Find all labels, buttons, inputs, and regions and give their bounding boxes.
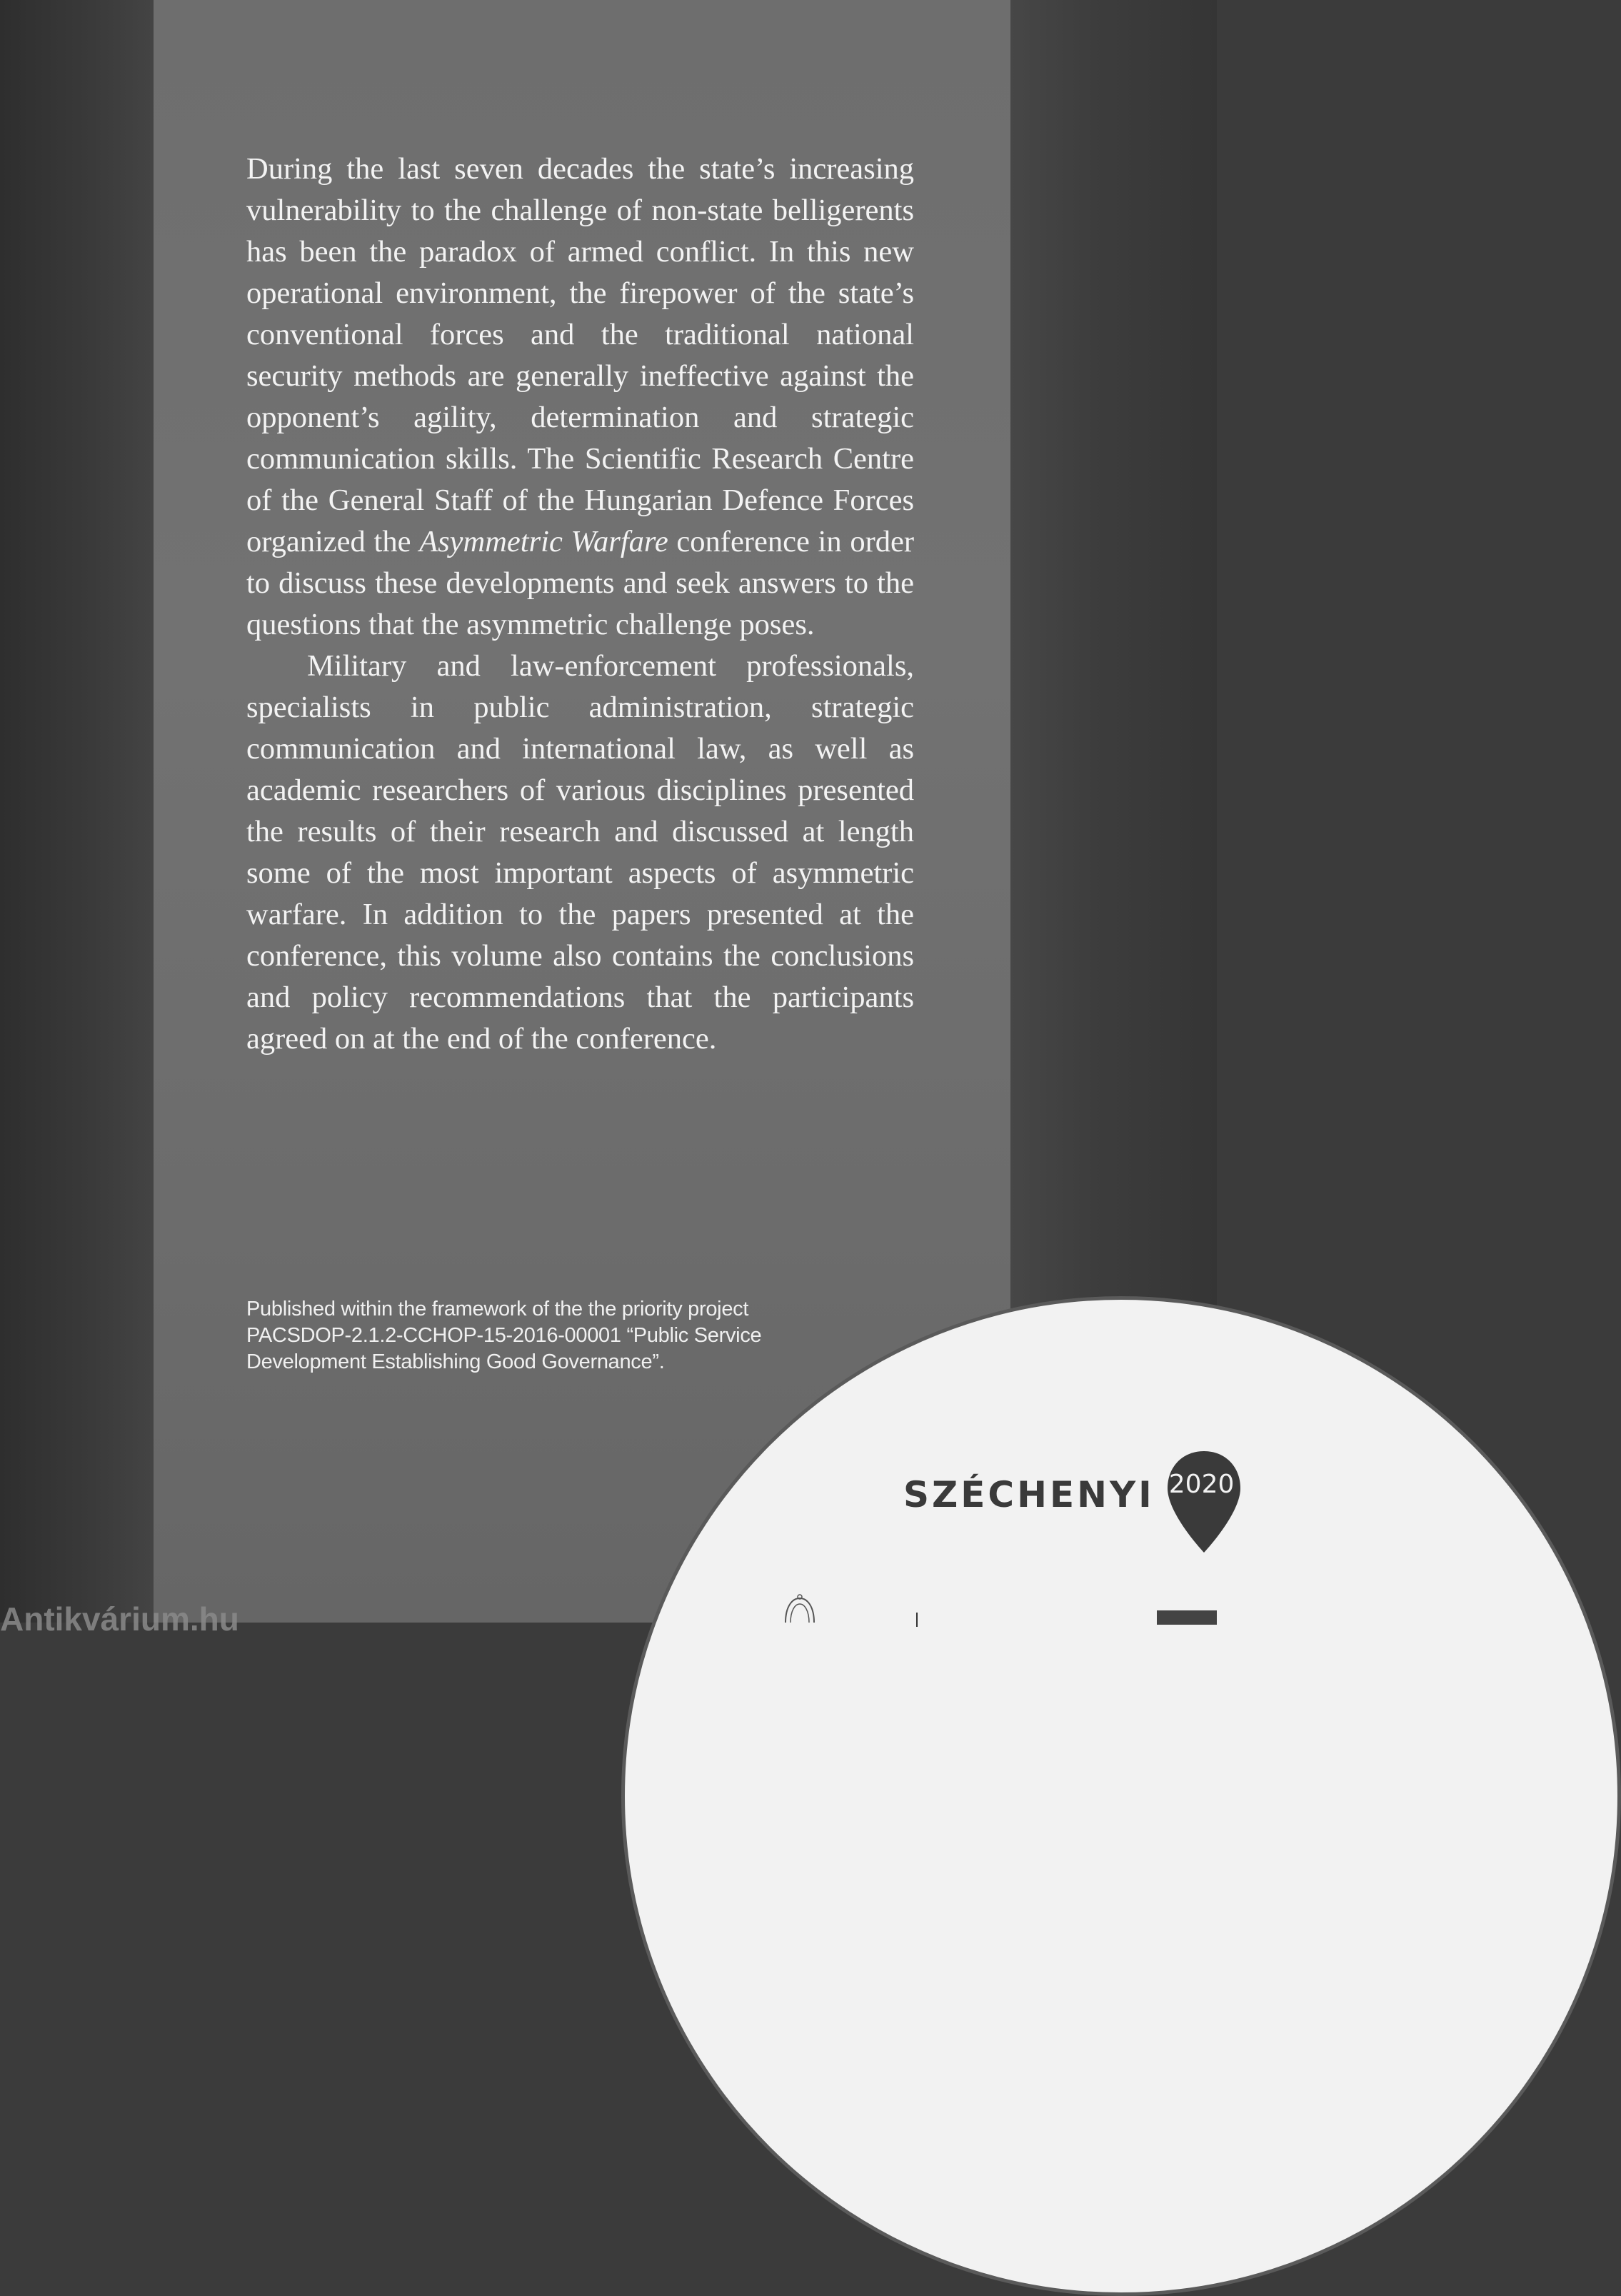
blurb-p1-text-before: During the last seven decades the state’s increasing vulnerability to the challenge of non-state belligerents has been the paradox of armed conflict. In this new operational environment, the firepower of the state’s conventional forces and the traditional national security methods are generally ineffective against the opponent’s agility, determination and strategic communication skills. The Scientific Research Centre of the General Staff of the Hungarian Defence Forces organized the [246,152,914,558]
szechenyi-2020-logo [903,1455,1243,1534]
hungarian-crest-icon [782,1594,818,1623]
blurb-p1-text-after: conference in order to discuss these developments and seek answers to the questions that the asymmetric challenge poses. [246,525,914,641]
eu-flag-icon [1157,1610,1217,1625]
blurb-paragraph-1 [246,149,914,646]
left-background-band [0,0,154,1623]
location-pin-icon [1165,1455,1243,1534]
antikvarium-watermark: Antikvárium.hu [0,1600,239,1638]
blurb-paragraph-2: Military and law-enforcement professionals, specialists in public administration, strategic communication and international law, as well as academic researchers of various disciplines presented the results of their research and discussed at length some of the most important aspects of asymmetric warfare. In addition to the papers presented at the conference, this volume also contains the conclusions and policy recommendations that the participants agreed on at the end of the conference. [246,649,914,1056]
logo-divider [916,1613,918,1627]
szechenyi-wordmark: SZÉCHENYI [903,1474,1155,1515]
blurb-conference-title: Asymmetric Warfare [419,525,668,558]
back-cover-blurb [246,149,914,1060]
publisher-note: Published within the framework of the the priority project PACSDOP-2.1.2-CCHOP-15-2016-00001 “Public Service Development Establishing Good Governance”. [246,1298,762,1373]
funding-logo-disc [621,1296,1621,2296]
szechenyi-year: 2020 [1168,1470,1235,1499]
